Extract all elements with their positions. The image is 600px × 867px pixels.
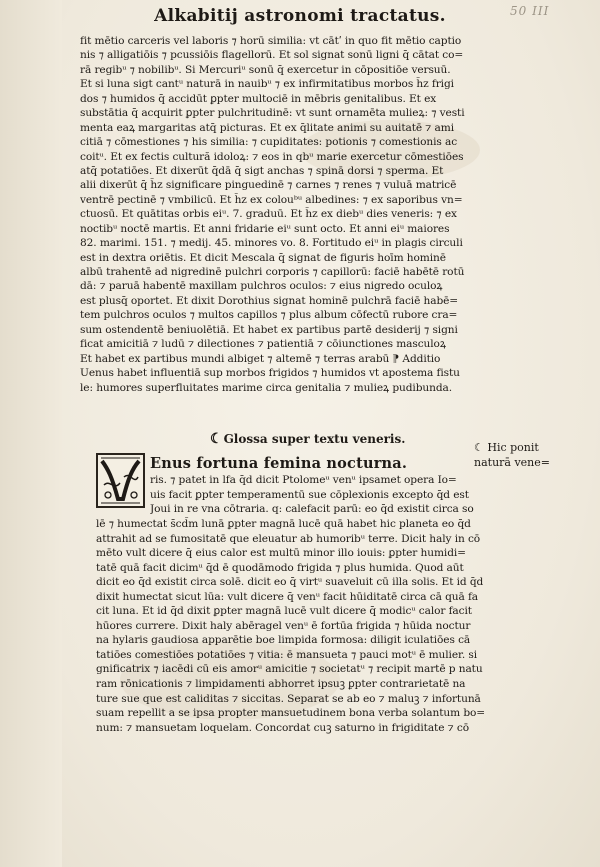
gloss-heading-text: Glossa super textu veneris. (223, 432, 406, 446)
text-line: nis ⁊ alligatiōis ⁊ pcussiōis flagellorū. Et sol signat sonū ligni q̄ cātat co= (80, 49, 464, 62)
text-line: substātia q̄ acquirit ꝑpter pulchritudinē: vt sunt ornamēta mulieꝝ: ⁊ vesti (80, 107, 465, 120)
text-line: atq̄ potatiōes. Et dixerūt q̄dā q̄ sigt anchas ⁊ spinā dorsi ⁊ sperma. Et (80, 164, 444, 177)
text-line: lē ⁊ humectat s̄cd̄m lunā ꝑpter magnā lucē quā habet hic planeta eo q̄d (96, 518, 471, 530)
text-line: uis facit ꝑpter temperamentū sue cōplexionis excepto q̄d est (150, 488, 469, 501)
text-line: Uenus habet influentiā sup morbos frigidos ⁊ humidos vt apostema fistu (80, 367, 460, 380)
text-line: 82. marimi. 151. ⁊ medij. 45. minores vo. 8. Fortitudo eiᵘ in plagis circuli (80, 237, 463, 250)
text-line: dā: ⁊ paruā habentē maxillam pulchros oculos: ⁊ eius nigredo oculoꝝ (80, 280, 443, 293)
decorated-initial-v (96, 453, 145, 508)
text-line: ctuosū. Et quātitas orbis eiᵘ. 7. graduū. Et h̄z ex diebᵘ dies veneris: ⁊ ex (80, 208, 457, 221)
text-line: alii dixerūt q̄ h̄z significare pinguedinē ⁊ carnes ⁊ renes ⁊ vuluā matricē (80, 179, 457, 192)
gloss-heading (210, 431, 405, 447)
text-line: dixit humectat sicut lūa: vult dicere q̄ venᵘ facit hūiditatē circa cā quā fa (96, 590, 479, 603)
text-line: coitᵘ. Et ex fectis cultură idoloꝝ: ⁊ eos in qbᵘ marie exercetur cōmestiōes (80, 150, 464, 163)
text-line: hūores currere. Dixit haly abēragel venᵘ ē fortūa frigida ⁊ hūida noctur (96, 619, 471, 632)
pilcrow-icon: ☾ (210, 431, 223, 447)
text-line: Et habet ex partibus mundi albiget ⁊ altemē ⁊ terras arabū ⁋ Additio (80, 352, 441, 365)
text-line: citiā ⁊ cōmestiones ⁊ his similia: ⁊ cupiditates: potionis ⁊ comestionis ac (80, 136, 458, 149)
text-line: dicit eo q̄d existit circa solē. dicit eo q̄ virtᵘ suaveluit cū illa solis. Et id q̄d (96, 576, 484, 589)
text-line: sum ostendentē beniuolētiā. Et habet ex partibus partē desiderij ⁊ signi (80, 323, 458, 336)
text-line: fit mētio carceris vel laboris ⁊ horū similia: vt cātʹ in quo fit mētio captio (80, 35, 462, 47)
text-line: ventrē pectinē ⁊ vmbilicū. Et h̄z ex colouᵇᵘ albedines: ⁊ ex saporibus vn= (80, 193, 463, 206)
text-line: cit luna. Et id q̄d dixit ꝑpter magnā lucē vult dicere q̄ modicᵘ calor facit (96, 605, 472, 618)
text-line: ficat amicitiā ⁊ ludū ⁊ dilectiones ⁊ patientiā ⁊ cōiunctiones masculoꝝ (80, 338, 446, 351)
side-note-line: naturā vene= (474, 455, 550, 469)
text-line: suam repellit a se ipsa propter mansuetudinem bona verba solantum bo= (96, 707, 486, 720)
text-line: na hylaris gaudiosa apparētie boe limpida formosa: diligit iculatiōes cā (96, 634, 471, 647)
text-line: Joui in re vna cōtraria. q: calefacit parū: eo q̄d existit circa so (150, 503, 474, 516)
gloss-text-block (96, 517, 558, 735)
text-line: Et si luna sigt cantᵘ naturā in nauibᵘ ⁊ ex infirmitatibus morbos h̄z frigi (80, 78, 454, 91)
side-note-line: ☾ Hic ponit (474, 441, 539, 454)
folio-number: 50 III (510, 4, 550, 18)
gloss-text-indented (150, 473, 560, 517)
side-note (474, 441, 550, 470)
text-line: tem pulchros oculos ⁊ multos capillos ⁊ plus album cōfectū rubore cra= (80, 309, 458, 322)
text-line: ture sue que est caliditas ⁊ siccitas. Separat se ab eo ⁊ maluꝫ ⁊ infortunā (96, 692, 481, 705)
decorated-initial-icon (98, 455, 143, 506)
text-line: noctibᵘ noctē martis. Et anni fridarie eiᵘ sunt octo. Et anni eiᵘ maiores (80, 222, 450, 235)
text-line: est in dextra oriētis. Et dicit Mescala q̄ signat de figuris hoīm hominē (80, 251, 446, 264)
text-line: albū trahentē ad nigredinē pulchri corporis ⁊ capillorū: faciē habētē rotū (80, 266, 465, 278)
pilcrow-icon: ☾ (474, 441, 484, 454)
text-line: mēto vult dicere q̄ eius calor est multū minor illo iouis: ꝑpter humidi= (96, 547, 466, 560)
incipit-line: Enus fortuna femina nocturna. (150, 455, 408, 472)
main-text-block (80, 34, 560, 395)
text-line: menta eaꝝ margaritas atq̄ picturas. Et ex q̄litate animi su auitatē ⁊ ami (80, 121, 454, 134)
text-line: tatē quā facit dicimᵘ q̄d ē quodāmodo frigida ⁊ plus humida. Quod aūt (96, 561, 464, 574)
text-line: le: humores superfluitates marime circa genitalia ⁊ mulieꝝ pudibunda. (80, 381, 452, 394)
text-line: num: ⁊ mansuetam loquelam. Concordat cuꝫ saturno in frigiditate ⁊ cō (96, 721, 469, 734)
text-line: est plusq̄ oportet. Et dixit Dorothius signat hominē pulchrā faciē habē= (80, 294, 459, 307)
text-line: rā regibᵘ ⁊ nobilibᵘ. Si Mercuriᵘ sonū q̄ exercetur in cōpositiōe versuū. (80, 63, 451, 76)
text-line: ram rōnicationis ⁊ limpidamenti abhorret ipsuꝫ ꝑpter contrarietatē na (96, 678, 466, 691)
text-line: ris. ⁊ patet in lfa q̄d dicit Ptolomeᵘ venᵘ ipsamet opera Io= (150, 474, 457, 486)
page-gutter (0, 0, 62, 867)
text-line: attrahit ad se fumositatē que eleuatur ab humoribᵘ terre. Dicit haly in cō (96, 532, 481, 545)
text-line: dos ⁊ humidos q̄ accidūt ꝑpter multociē in mēbris genitalibus. Et ex (80, 92, 437, 105)
text-line: gnificatrix ⁊ iacēdi cū eis amorᵘ amicitie ⁊ societatᵘ ⁊ recipit martē p natu (96, 663, 483, 676)
running-head: Alkabitij astronomi tractatus. (154, 6, 446, 26)
text-line: tatiōes comestiōes potatiōes ⁊ vitia: ē mansueta ⁊ pauci motᵘ ē mulier. si (96, 648, 477, 661)
